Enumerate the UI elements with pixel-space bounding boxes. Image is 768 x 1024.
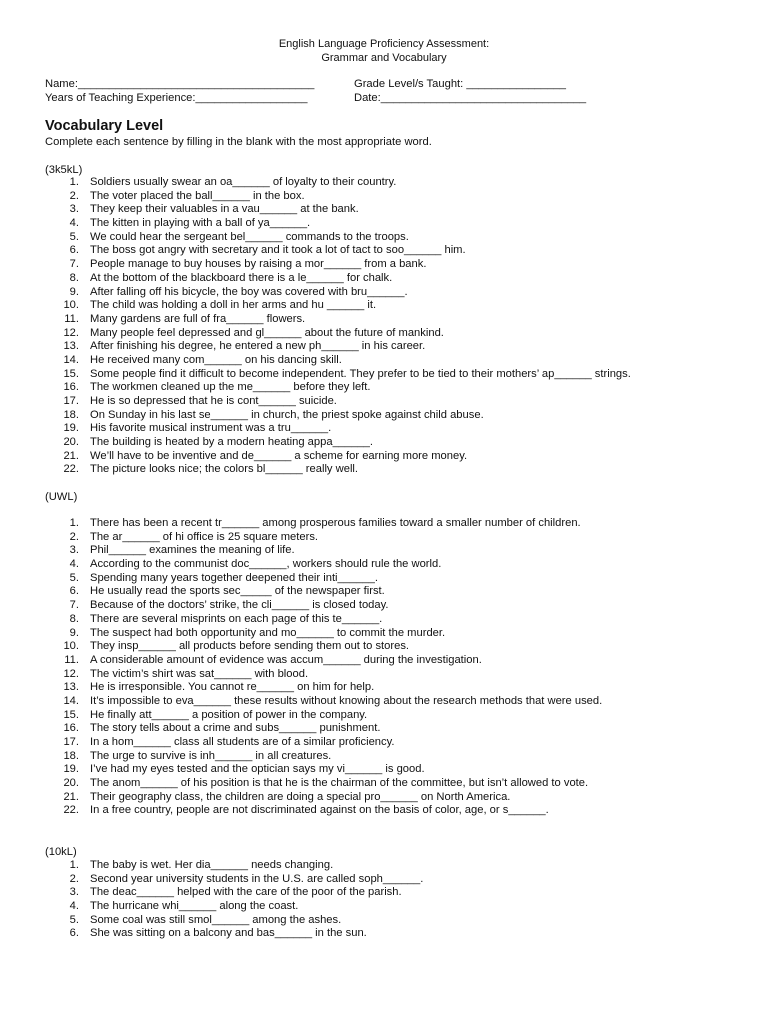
question-text: She was sitting on a balcony and bas______ in the sun. bbox=[90, 927, 367, 940]
question-text: He received many com______ on his dancing skill. bbox=[90, 353, 342, 366]
question-text: The workmen cleaned up the me______ before they left. bbox=[90, 381, 371, 394]
question-number: 7. bbox=[69, 599, 79, 612]
question-text: There are several misprints on each page of this te______. bbox=[90, 612, 383, 625]
question-number: 11. bbox=[64, 653, 79, 666]
question-number: 4. bbox=[69, 217, 79, 230]
question-number: 11. bbox=[64, 312, 79, 325]
question-number: 21. bbox=[63, 449, 79, 462]
question-text: The child was holding a doll in her arms and hu ______ it. bbox=[90, 299, 377, 312]
question-text: At the bottom of the blackboard there is a le______ for chalk. bbox=[90, 271, 393, 284]
question-number: 22. bbox=[63, 804, 79, 817]
question-number: 1. bbox=[69, 176, 79, 188]
question-text: The hurricane whi______ along the coast. bbox=[90, 900, 299, 913]
question-text: The baby is wet. Her dia______ needs changing. bbox=[90, 859, 334, 871]
question-number: 16. bbox=[63, 722, 79, 735]
question-text: Second year university students in the U.S. are called soph______. bbox=[90, 872, 424, 885]
question-text: According to the communist doc______, workers should rule the world. bbox=[90, 558, 442, 571]
name-field[interactable]: Name:______________________________________ bbox=[45, 78, 315, 90]
question-number: 18. bbox=[63, 408, 79, 421]
question-number: 12. bbox=[63, 667, 79, 680]
question-text: Some people find it difficult to become independent. They prefer to be tied to their mothers’ ap______ strings. bbox=[90, 367, 631, 380]
question-text: The kitten in playing with a ball of ya______. bbox=[90, 217, 311, 230]
question-number: 4. bbox=[69, 900, 79, 913]
question-text: They insp______ all products before sending them out to stores. bbox=[90, 640, 410, 653]
question-number: 19. bbox=[63, 422, 79, 435]
question-text: I’ve had my eyes tested and the optician says my vi______ is good. bbox=[90, 763, 425, 776]
question-number: 3. bbox=[69, 886, 79, 899]
question-text: A considerable amount of evidence was accum______ during the investigation. bbox=[90, 653, 482, 666]
question-text: The story tells about a crime and subs______ punishment. bbox=[90, 722, 381, 735]
years-experience-field[interactable]: Years of Teaching Experience:__________________ bbox=[45, 92, 308, 104]
question-number: 20. bbox=[63, 436, 79, 449]
question-text: In a hom______ class all students are of a similar proficiency. bbox=[90, 736, 395, 748]
question-number: 3. bbox=[69, 203, 79, 216]
question-number: 18. bbox=[63, 749, 79, 762]
question-number: 5. bbox=[69, 230, 79, 243]
question-number: 2. bbox=[69, 872, 79, 885]
question-number: 17. bbox=[63, 736, 79, 748]
question-text: Some coal was still smol______ among the ashes. bbox=[90, 913, 342, 926]
question-text: The ar______ of hi office is 25 square meters. bbox=[90, 530, 319, 543]
instructions: Complete each sentence by filling in the blank with the most appropriate word. bbox=[45, 136, 432, 148]
section-label-10k: (10kL) bbox=[45, 846, 77, 858]
question-number: 13. bbox=[63, 681, 79, 694]
question-text: The voter placed the ball______ in the box. bbox=[90, 189, 305, 202]
question-number: 15. bbox=[63, 708, 79, 721]
question-number: 5. bbox=[69, 913, 79, 926]
question-text: He is so depressed that he is cont______ suicide. bbox=[90, 395, 337, 407]
question-number: 17. bbox=[63, 395, 79, 407]
question-text: Phil______ examines the meaning of life. bbox=[90, 544, 295, 557]
question-text: His favorite musical instrument was a tru______. bbox=[90, 422, 332, 435]
section-heading: Vocabulary Level bbox=[45, 118, 164, 134]
document-subtitle: Grammar and Vocabulary bbox=[321, 52, 447, 64]
question-number: 14. bbox=[63, 694, 79, 707]
question-number: 6. bbox=[69, 585, 79, 598]
question-text: The building is heated by a modern heating appa______. bbox=[90, 436, 374, 449]
question-text: Many people feel depressed and gl______ about the future of mankind. bbox=[90, 326, 444, 339]
question-text: The deac______ helped with the care of the poor of the parish. bbox=[90, 886, 402, 899]
question-text: In a free country, people are not discriminated against on the basis of color, age, or s______. bbox=[90, 804, 549, 817]
document-title: English Language Proficiency Assessment: bbox=[278, 38, 490, 50]
question-number: 9. bbox=[69, 285, 79, 298]
question-number: 8. bbox=[69, 271, 79, 284]
question-number: 19. bbox=[63, 763, 79, 776]
question-number: 3. bbox=[69, 544, 79, 557]
question-number: 14. bbox=[63, 353, 79, 366]
question-number: 9. bbox=[69, 626, 79, 639]
question-number: 13. bbox=[63, 340, 79, 353]
question-number: 22. bbox=[63, 463, 79, 476]
question-text: Spending many years together deepened their inti______. bbox=[90, 571, 378, 584]
question-number: 16. bbox=[63, 381, 79, 394]
question-text: He usually read the sports sec_____ of the newspaper first. bbox=[90, 585, 385, 598]
question-text: After finishing his degree, he entered a new ph______ in his career. bbox=[90, 340, 426, 353]
question-text: The victim’s shirt was sat______ with blood. bbox=[90, 667, 309, 680]
question-text: After falling off his bicycle, the boy was covered with bru______. bbox=[90, 285, 408, 298]
question-text: The anom______ of his position is that he is the chairman of the committee, but isn’t allowed to vote. bbox=[90, 777, 589, 790]
question-number: 5. bbox=[69, 571, 79, 584]
question-number: 20. bbox=[63, 777, 79, 790]
question-number: 1. bbox=[69, 859, 79, 871]
question-number: 10. bbox=[63, 640, 79, 653]
question-text: There has been a recent tr______ among prosperous families toward a smaller number of children. bbox=[90, 517, 581, 529]
question-number: 2. bbox=[69, 189, 79, 202]
question-text: He is irresponsible. You cannot re______ on him for help. bbox=[90, 681, 375, 694]
question-text: Because of the doctors’ strike, the cli______ is closed today. bbox=[90, 599, 389, 612]
question-number: 7. bbox=[69, 258, 79, 271]
section-label-3k5k: (3k5kL) bbox=[45, 164, 83, 176]
question-text: It’s impossible to eva______ these results without knowing about the research methods that were used. bbox=[90, 694, 603, 707]
question-text: The urge to survive is inh______ in all creatures. bbox=[90, 749, 332, 762]
question-number: 6. bbox=[69, 244, 79, 257]
question-number: 2. bbox=[69, 530, 79, 543]
question-text: The suspect had both opportunity and mo______ to commit the murder. bbox=[90, 626, 446, 639]
question-number: 6. bbox=[69, 927, 79, 940]
question-text: Many gardens are full of fra______ flowers. bbox=[90, 312, 306, 325]
question-text: They keep their valuables in a vau______ at the bank. bbox=[90, 203, 359, 216]
question-text: The boss got angry with secretary and it took a lot of tact to soo______ him. bbox=[90, 244, 466, 257]
question-text: Soldiers usually swear an oa______ of loyalty to their country. bbox=[90, 176, 397, 188]
question-text: We’ll have to be inventive and de______ a scheme for earning more money. bbox=[90, 449, 468, 462]
question-number: 15. bbox=[63, 367, 79, 380]
question-number: 1. bbox=[69, 517, 79, 529]
section-label-uwl: (UWL) bbox=[45, 491, 78, 503]
question-text: On Sunday in his last se______ in church, the priest spoke against child abuse. bbox=[90, 408, 484, 421]
question-text: People manage to buy houses by raising a mor______ from a bank. bbox=[90, 258, 427, 271]
question-number: 8. bbox=[69, 612, 79, 625]
question-number: 12. bbox=[63, 326, 79, 339]
question-number: 21. bbox=[63, 790, 79, 803]
grade-level-field[interactable]: Grade Level/s Taught: ________________ bbox=[354, 78, 566, 90]
question-text: We could hear the sergeant bel______ commands to the troops. bbox=[90, 230, 409, 243]
question-text: Their geography class, the children are doing a special pro______ on North America. bbox=[90, 790, 511, 803]
date-field[interactable]: Date:_________________________________ bbox=[354, 92, 587, 104]
question-number: 10. bbox=[63, 299, 79, 312]
question-number: 4. bbox=[69, 558, 79, 571]
question-text: The picture looks nice; the colors bl______ really well. bbox=[90, 463, 359, 476]
question-text: He finally att______ a position of power in the company. bbox=[90, 708, 368, 721]
